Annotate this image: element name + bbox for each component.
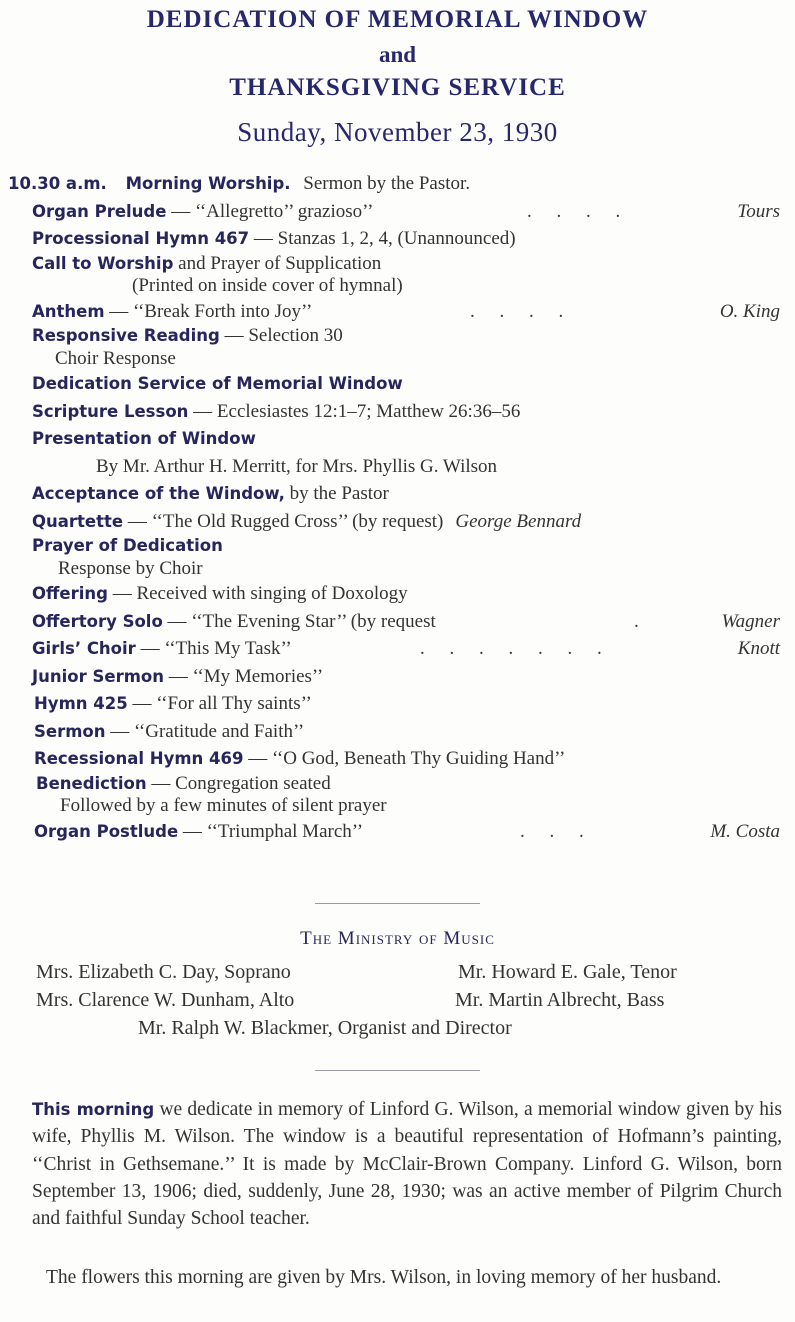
item-label: Benediction [36, 773, 147, 793]
title-line-1: DEDICATION OF MEMORIAL WINDOW [146, 6, 649, 33]
program-item [0, 508, 795, 536]
program-item [0, 535, 795, 558]
item-text: — ‘‘The Old Rugged Cross’’ (by request) [123, 510, 444, 532]
program-item [0, 325, 795, 348]
item-composer: M. Costa [710, 820, 780, 842]
bass-name: Mr. Martin Albrecht, Bass [455, 989, 665, 1011]
program-item [0, 663, 795, 691]
note-lead: This morning [32, 1100, 155, 1119]
item-text: — ‘‘Break Forth into Joy’’ [104, 300, 313, 322]
item-composer: Wagner [721, 610, 780, 632]
tenor-name: Mr. Howard E. Gale, Tenor [458, 961, 677, 983]
morning-worship-row [0, 170, 795, 198]
item-label: Junior Sermon [32, 666, 164, 686]
program-item [0, 198, 795, 226]
item-text: — Ecclesiastes 12:1–7; Matthew 26:36–56 [188, 400, 521, 422]
item-label: Recessional Hymn 469 [34, 749, 244, 768]
item-text: — ‘‘Triumphal March’’ [178, 820, 364, 842]
program-item [0, 608, 795, 636]
item-label: Offering [32, 584, 108, 603]
item-text: — ‘‘O God, Beneath Thy Guiding Hand’’ [243, 748, 566, 769]
divider-rule [315, 1070, 480, 1071]
item-label: Dedication Service of Memorial Window [32, 374, 403, 393]
item-text: — Congregation seated [146, 772, 331, 794]
program-item [0, 225, 795, 253]
item-composer: Knott [737, 638, 780, 659]
item-text: — Selection 30 [219, 325, 343, 346]
note-body: we dedicate in memory of Linford G. Wilson, a memorial window given by his wife, Phyllis M. Wilson. The window is a beautiful representation of Hofmann’s painting, ‘‘Christ in Gethsemane.’’ It is made by McClair-Brown Company. Linford G. Wilson, born September 13, 1906; died, suddenly, June 28, 1930; was an active member of Pilgrim Church and faithful Sunday School teacher. [32, 1099, 782, 1230]
title-line-2: and [378, 42, 417, 67]
item-text: — ‘‘This My Task’’ [135, 638, 292, 659]
item-label: Prayer of Dedication [32, 536, 223, 555]
morning-worship-label: Morning Worship. [125, 174, 291, 193]
item-label: Organ Postlude [34, 821, 179, 841]
item-text: by the Pastor [284, 483, 389, 504]
program-item [0, 480, 795, 508]
item-subtext: Choir Response [55, 347, 176, 369]
item-label: Acceptance of the Window, [32, 484, 285, 503]
ministry-heading: The Ministry of Music [300, 928, 495, 949]
service-time: 10.30 a.m. [8, 174, 107, 193]
program-item [0, 745, 795, 773]
organist-name: Mr. Ralph W. Blackmer, Organist and Director [138, 1017, 512, 1039]
item-subtext: Response by Choir [58, 557, 203, 579]
leader-dots: . . . . . . . [420, 638, 602, 659]
program-item [0, 253, 795, 276]
item-label: Quartette [32, 511, 124, 531]
soprano-name: Mrs. Elizabeth C. Day, Soprano [36, 961, 291, 983]
item-text: and Prayer of Supplication [173, 252, 382, 274]
program-subline [0, 275, 795, 298]
program-subline [0, 348, 795, 371]
item-composer: O. King [719, 300, 780, 322]
item-text: — ‘‘For all Thy saints’’ [127, 693, 312, 714]
program-item [0, 635, 795, 663]
dedication-note [32, 1096, 782, 1232]
flowers-note: The flowers this morning are given by Mrs. Wilson, in loving memory of her husband. [46, 1267, 722, 1288]
item-composer: Tours [737, 200, 780, 222]
alto-name: Mrs. Clarence W. Dunham, Alto [36, 989, 295, 1011]
item-label: Presentation of Window [32, 429, 256, 448]
program-item [0, 818, 795, 846]
leader-dots: . . . [520, 820, 584, 842]
item-text: — ‘‘The Evening Star’’ (by request [162, 610, 436, 632]
item-label: Hymn 425 [34, 694, 128, 713]
item-label: Scripture Lesson [32, 401, 189, 421]
item-label: Anthem [32, 301, 105, 321]
divider-rule [315, 903, 480, 904]
program-subline [0, 558, 795, 581]
leader-dots: . . . . [470, 300, 564, 322]
program-subline [0, 453, 795, 481]
item-text: — ‘‘My Memories’’ [164, 665, 324, 687]
item-subtext: (Printed on inside cover of hymnal) [132, 275, 403, 296]
leader-dots: . [634, 610, 639, 632]
order-of-service [0, 170, 795, 845]
program-item [0, 398, 795, 426]
item-label: Organ Prelude [32, 201, 167, 221]
program-item [0, 690, 795, 718]
program-subline [0, 795, 795, 818]
item-text: — ‘‘Gratitude and Faith’’ [105, 720, 305, 742]
item-label: Responsive Reading [32, 326, 220, 345]
item-text: — Received with singing of Doxology [107, 583, 408, 604]
item-text: — Stanzas 1, 2, 4, (Unannounced) [249, 228, 516, 249]
program-item [0, 773, 795, 796]
program-item [0, 298, 795, 326]
item-subtext: Followed by a few minutes of silent prayer [60, 795, 387, 816]
item-label: Offertory Solo [32, 611, 163, 631]
item-text: — ‘‘Allegretto’’ grazioso’’ [166, 200, 374, 222]
program-item [0, 580, 795, 608]
leader-dots: . . . . [527, 200, 621, 222]
item-label: Call to Worship [32, 253, 174, 273]
item-subtext: By Mr. Arthur H. Merritt, for Mrs. Phyllis G. Wilson [96, 455, 498, 477]
program-item [0, 425, 795, 453]
morning-worship-text: Sermon by the Pastor. [303, 173, 471, 194]
item-composer: George Bennard [455, 510, 582, 532]
service-date: Sunday, November 23, 1930 [237, 117, 558, 147]
item-label: Girls’ Choir [32, 639, 136, 658]
program-item [0, 718, 795, 746]
item-label: Processional Hymn 467 [32, 229, 250, 248]
item-label: Sermon [34, 721, 106, 741]
program-item [0, 370, 795, 398]
title-line-3: THANKSGIVING SERVICE [229, 74, 566, 101]
